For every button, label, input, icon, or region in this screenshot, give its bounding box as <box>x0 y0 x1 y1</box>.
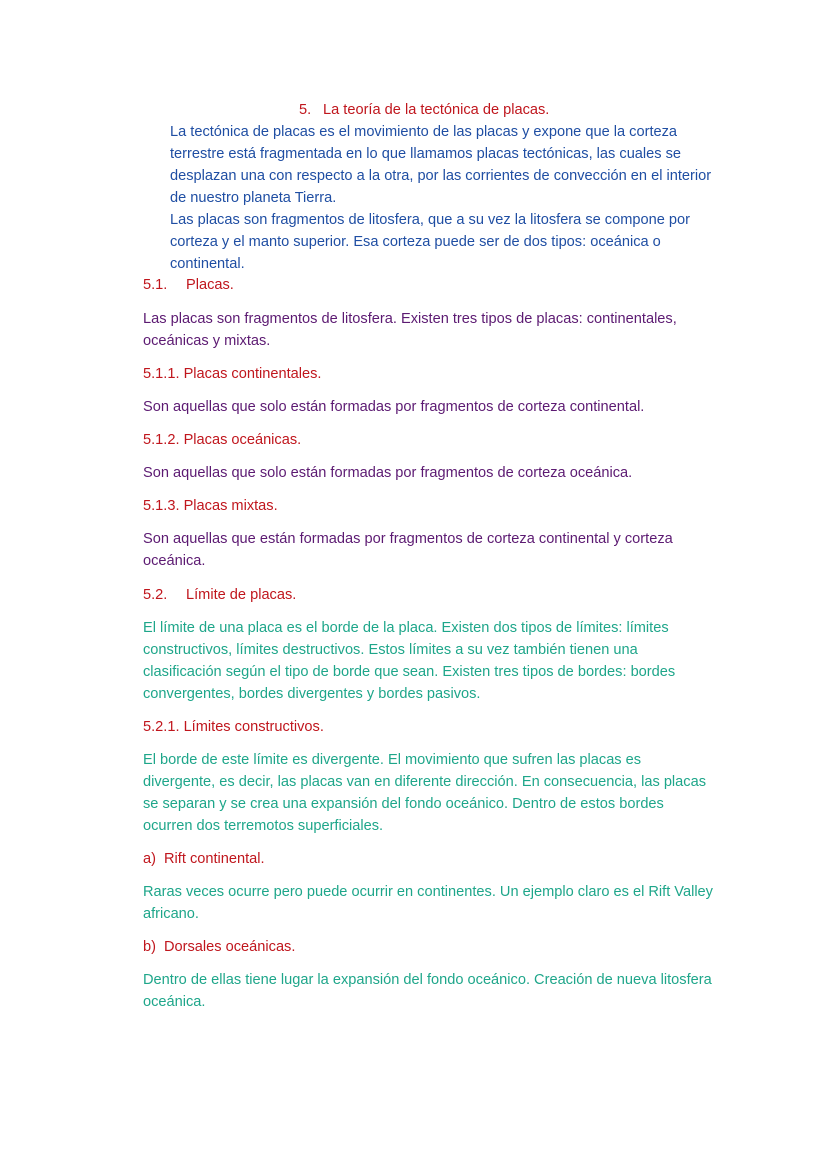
paragraph-5-1-3: Son aquellas que están formadas por fragmentos de corteza continental y corteza oceánica. <box>143 531 673 569</box>
paragraph-5-1-1: Son aquellas que solo están formadas por fragmentos de corteza continental. <box>143 399 645 415</box>
heading-5-1-3: 5.1.3. Placas mixtas. <box>143 498 278 514</box>
item-a-heading: Rift continental. <box>164 851 265 867</box>
item-b-heading: Dorsales oceánicas. <box>164 939 296 955</box>
paragraph-item-b: Dentro de ellas tiene lugar la expansión del fondo oceánico. Creación de nueva litosfera oceánica. <box>143 972 712 1010</box>
heading-5-1-1: 5.1.1. Placas continentales. <box>143 366 322 382</box>
heading-5-2-text: Límite de placas. <box>186 587 297 603</box>
heading-5-2 <box>143 584 296 606</box>
paragraph-5-2: El límite de una placa es el borde de la placa. Existen dos tipos de límites: límites constructivos, límites destructivos. Estos límites a su vez también tienen una clasificación según el tipo de borde que sean. Existen tres tipos de bordes: bordes convergentes, bordes divergentes y bordes pasivos. <box>143 620 676 702</box>
item-b-label: b) <box>143 939 156 955</box>
paragraph-item-a: Raras veces ocurre pero puede ocurrir en continentes. Un ejemplo claro es el Rift Valley africano. <box>143 884 713 922</box>
intro-paragraph-1: La tectónica de placas es el movimiento de las placas y expone que la corteza terrestre está fragmentada en lo que llamamos placas tectónicas, las cuales se desplazan una con respecto a la otra, por las corrientes de convección en el interior de nuestro planeta Tierra. <box>170 124 712 206</box>
heading-5-2-number: 5.2. <box>143 587 168 603</box>
heading-5-1-text: Placas. <box>186 277 234 293</box>
heading-item-a <box>143 848 265 870</box>
item-a-label: a) <box>143 851 156 867</box>
heading-5-1 <box>143 274 234 296</box>
section-title <box>299 100 549 120</box>
heading-5-1-2: 5.1.2. Placas oceánicas. <box>143 432 302 448</box>
section-title-number: 5. <box>299 102 312 118</box>
paragraph-5-1-2: Son aquellas que solo están formadas por fragmentos de corteza oceánica. <box>143 465 633 481</box>
heading-5-1-number: 5.1. <box>143 277 168 293</box>
intro-paragraph-2: Las placas son fragmentos de litosfera, que a su vez la litosfera se compone por corteza y el manto superior. Esa corteza puede ser de dos tipos: oceánica o continental. <box>170 212 690 272</box>
section-title-text: La teoría de la tectónica de placas. <box>323 102 550 118</box>
heading-item-b <box>143 936 295 958</box>
heading-5-2-1: 5.2.1. Límites constructivos. <box>143 719 324 735</box>
paragraph-5-1: Las placas son fragmentos de litosfera. Existen tres tipos de placas: continentales, oceánicas y mixtas. <box>143 311 677 349</box>
paragraph-5-2-1: El borde de este límite es divergente. El movimiento que sufren las placas es divergente, es decir, las placas van en diferente dirección. En consecuencia, las placas se separan y se crea una expansión del fondo oceánico. Dentro de estos bordes ocurren dos terremotos superficiales. <box>143 752 706 834</box>
